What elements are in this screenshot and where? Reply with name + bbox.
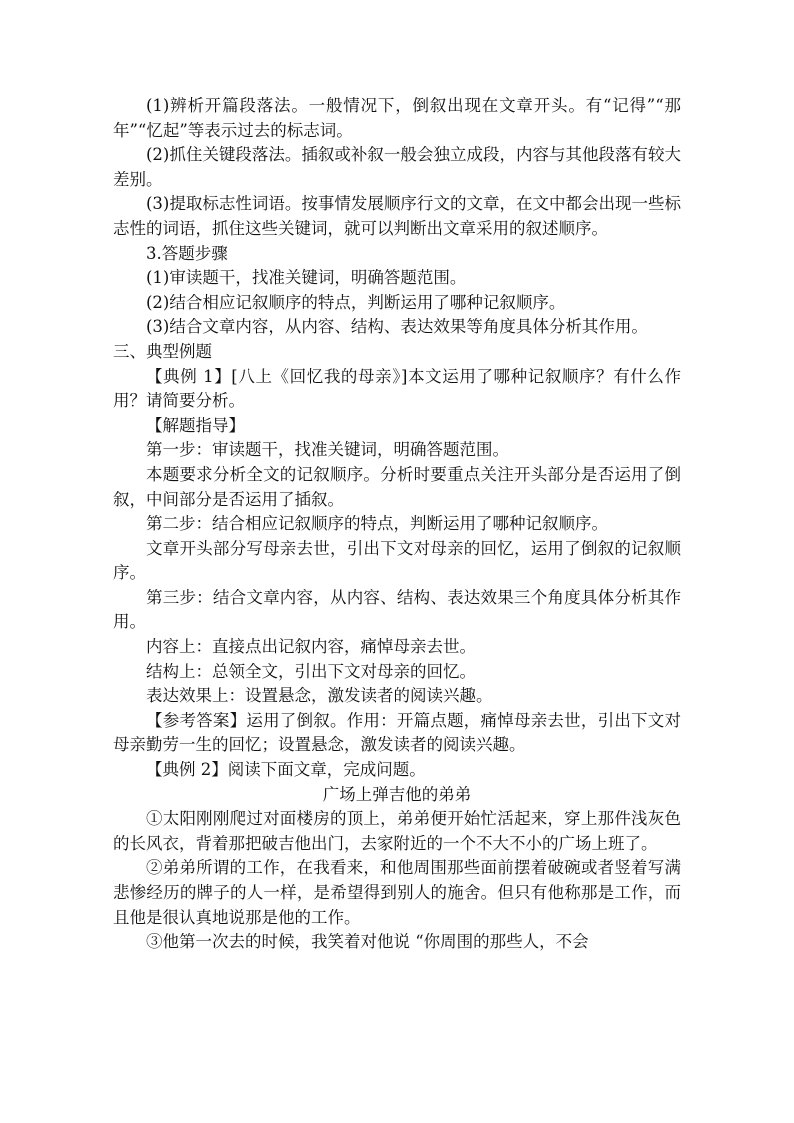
paragraph-step-1: (1)审读题干，找准关键词，明确答题范围。 bbox=[146, 268, 467, 288]
document-page bbox=[113, 94, 681, 955]
paragraph-guidance-heading: 【解题指导】 bbox=[146, 415, 245, 435]
section-heading-examples: 三、典型例题 bbox=[113, 341, 212, 361]
paragraph-step-3: (3)结合文章内容，从内容、结构、表达效果等角度具体分析其作用。 bbox=[146, 317, 648, 337]
paragraph-method-2: (2)抓住关键段落法。插叙或补叙一般会独立成段，内容与其他段落有较大差别。 bbox=[113, 145, 681, 189]
paragraph-first-step: 第一步：审读题干，找准关键词，明确答题范围。 bbox=[146, 440, 509, 460]
paragraph-reference-answer: 【参考答案】运用了倒叙。作用：开篇点题，痛悼母亲去世，引出下文对母亲勤劳一生的回忆；设置悬念，激发读者的阅读兴趣。 bbox=[113, 710, 681, 755]
article-paragraph-2: ②弟弟所谓的工作，在我看来，和他周围那些面前摆着破碗或者竖着写满悲惨经历的牌子的人一样，是希望得到别人的施舍。但只有他称那是工作，而且他是很认真地说那是他的工作。 bbox=[113, 858, 681, 927]
paragraph-step-2: (2)结合相应记叙顺序的特点，判断运用了哪种记叙顺序。 bbox=[146, 292, 566, 312]
paragraph-method-1: (1)辨析开篇段落法。一般情况下，倒叙出现在文章开头。有“记得”“那年”“忆起”等表示过去的标志词。 bbox=[113, 96, 681, 140]
paragraph-expression-aspect: 表达效果上：设置悬念，激发读者的阅读兴趣。 bbox=[146, 686, 493, 706]
paragraph-second-step: 第二步：结合相应记叙顺序的特点，判断运用了哪种记叙顺序。 bbox=[146, 514, 608, 534]
paragraph-example-2-question: 【典例 2】阅读下面文章，完成问题。 bbox=[146, 760, 426, 780]
paragraph-structure-aspect: 结构上：总领全文，引出下文对母亲的回忆。 bbox=[146, 661, 476, 681]
article-title: 广场上弹吉他的弟弟 bbox=[322, 784, 472, 804]
article-paragraph-1: ①太阳刚刚爬过对面楼房的顶上，弟弟便开始忙活起来，穿上那件浅灰色的长风衣，背着那把破吉他出门，去家附近的一个不大不小的广场上班了。 bbox=[113, 809, 681, 853]
paragraph-method-3: (3)提取标志性词语。按事情发展顺序行文的文章，在文中都会出现一些标志性的词语，抓住这些关键词，就可以判断出文章采用的叙述顺序。 bbox=[113, 194, 681, 238]
paragraph-example-1-question: 【典例 1】[八上《回忆我的母亲》]本文运用了哪种记叙顺序？有什么作用？请简要分析。 bbox=[113, 366, 681, 411]
paragraph-content-aspect: 内容上：直接点出记叙内容，痛悼母亲去世。 bbox=[146, 637, 476, 657]
section-heading-answer-steps: 3.答题步骤 bbox=[146, 243, 228, 263]
article-paragraph-3: ③他第一次去的时候，我笑着对他说 “你周围的那些人，不会 bbox=[146, 932, 589, 952]
paragraph-first-step-detail: 本题要求分析全文的记叙顺序。分析时要重点关注开头部分是否运用了倒叙，中间部分是否运用了插叙。 bbox=[113, 464, 681, 509]
paragraph-second-step-detail: 文章开头部分写母亲去世，引出下文对母亲的回忆，运用了倒叙的记叙顺序。 bbox=[113, 538, 681, 583]
paragraph-third-step: 第三步：结合文章内容，从内容、结构、表达效果三个角度具体分析其作用。 bbox=[113, 587, 681, 632]
